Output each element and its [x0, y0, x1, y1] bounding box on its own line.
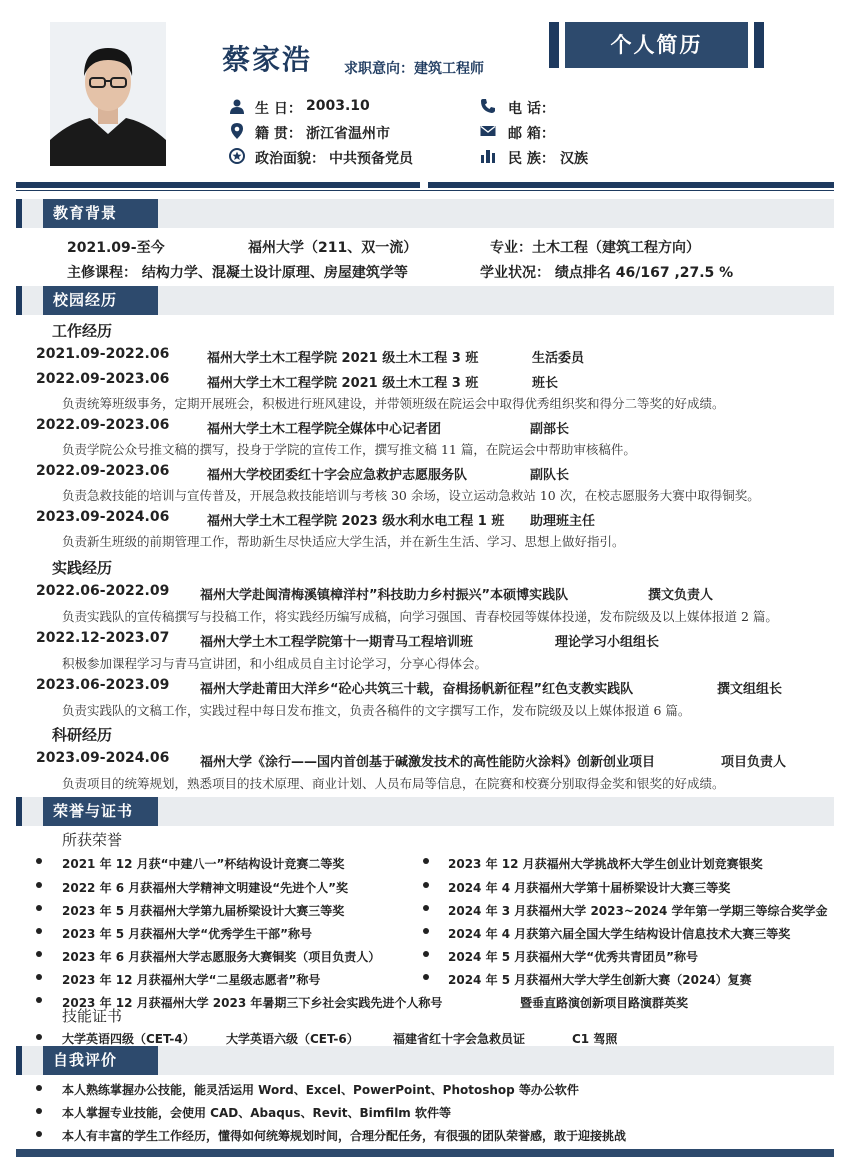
section-self — [16, 1046, 834, 1075]
skill-4: C1 驾照 — [572, 1032, 618, 1046]
work-1-role: 生活委员 — [532, 351, 585, 366]
self-eval-2: 本人掌握专业技能，会使用 CAD、Abaqus、Revit、Bimfilm 软件等 — [62, 1106, 451, 1120]
work-2-period: 2022.09-2023.06 — [36, 371, 170, 387]
job-intent: 求职意向：建筑工程师 — [344, 61, 484, 77]
hometown-value: 浙江省温州市 — [306, 126, 390, 142]
honor-left-5: 2023 年 6 月获福州大学志愿服务大赛铜奖（项目负责人） — [62, 950, 381, 964]
ethnicity-value: 汉族 — [560, 151, 588, 167]
phone-row — [480, 98, 680, 116]
practice-2-org: 福州大学土木工程学院第十一期青马工程培训班 — [200, 635, 474, 650]
research-1-org: 福州大学《涂行——国内首创基于碱激发技术的高性能防火涂料》创新创业项目 — [200, 755, 656, 770]
phone-icon — [480, 98, 496, 114]
practice-1-period: 2022.06-2022.09 — [36, 583, 170, 599]
footer-bar — [16, 1149, 834, 1157]
section-education-title: 教育背景 — [43, 199, 158, 228]
work-4-role: 副队长 — [530, 468, 570, 483]
self-eval-1: 本人熟练掌握办公技能，能灵活运用 Word、Excel、PowerPoint、Photoshop 等办公软件 — [62, 1083, 579, 1097]
birth-label: 生 日： — [255, 101, 302, 117]
honor-right-5: 2024 年 5 月获福州大学“优秀共青团员”称号 — [448, 950, 699, 964]
section-campus-title: 校园经历 — [43, 286, 158, 315]
honor-left-7: 2023 年 12 月获福州大学 2023 年暑期三下乡社会实践先进个人称号 — [62, 996, 443, 1010]
edu-status: 学业状况： 绩点排名 46/167 ,27.5 % — [480, 265, 734, 281]
email-label: 邮 箱： — [508, 126, 555, 142]
location-pin-icon — [229, 123, 245, 139]
section-honors — [16, 797, 834, 826]
badge-star-icon — [229, 148, 245, 164]
work-3-org: 福州大学土木工程学院全媒体中心记者团 — [207, 422, 442, 437]
resume-title: 个人简历 — [565, 22, 748, 68]
honor-left-2: 2022 年 6 月获福州大学精神文明建设“先进个人”奖 — [62, 881, 349, 895]
practice-3-desc: 负责实践队的文稿工作，实践过程中每日发布推文，负责各稿件的文字撰写工作，发布院级及以上媒体报道 6 篇。 — [62, 703, 691, 718]
building-icon — [480, 148, 496, 164]
work-4-desc: 负责急救技能的培训与宣传普及，开展急救技能培训与考核 30 余场，设立运动急救站 10 次，在校志愿服务大赛中取得铜奖。 — [62, 488, 760, 503]
header-divider-left — [16, 182, 420, 188]
resume-banner — [549, 22, 764, 68]
hometown-row — [229, 123, 469, 141]
skill-3: 福建省红十字会急救员证 — [393, 1032, 526, 1046]
honor-left-3: 2023 年 5 月获福州大学第九届桥梁设计大赛三等奖 — [62, 904, 345, 918]
phone-label: 电 话： — [508, 101, 555, 117]
political-label: 政治面貌： — [255, 151, 325, 167]
header-divider-right — [428, 182, 834, 188]
practice-3-org: 福州大学赴莆田大洋乡“砼心共筑三十载，奋楫扬帆新征程”红色支教实践队 — [200, 682, 634, 697]
practice-1-role: 撰文负责人 — [648, 588, 714, 603]
header-divider-thin — [16, 190, 834, 191]
honor-right-4: 2024 年 4 月获第六届全国大学生结构设计信息技术大赛三等奖 — [448, 927, 791, 941]
practice-1-org: 福州大学赴闽清梅溪镇樟洋村”科技助力乡村振兴”本硕博实践队 — [200, 588, 569, 603]
work-3-role: 副部长 — [530, 422, 570, 437]
honor-right-1: 2023 年 12 月获福州大学挑战杯大学生创业计划竞赛银奖 — [448, 857, 763, 871]
candidate-name: 蔡家浩 — [222, 43, 313, 76]
honor-right-6: 2024 年 5 月获福州大学大学生创新大赛（2024）复赛 — [448, 973, 752, 987]
person-icon — [229, 98, 245, 114]
hometown-label: 籍 贯： — [255, 126, 302, 142]
ethnicity-label: 民 族： — [508, 151, 555, 167]
edu-courses: 主修课程： 结构力学、混凝土设计原理、房屋建筑学等 — [67, 265, 408, 281]
practice-1-desc: 负责实践队的宣传稿撰写与投稿工作，将实践经历编写成稿，向学习强国、青春校园等媒体投递，发布院级及以上媒体报道 2 篇。 — [62, 609, 778, 624]
honor-left-4: 2023 年 5 月获福州大学“优秀学生干部”称号 — [62, 927, 313, 941]
honor-right-6-cont: 暨垂直路演创新项目路演群英奖 — [520, 996, 689, 1010]
edu-school: 福州大学（211、双一流） — [248, 240, 418, 256]
practice-2-period: 2022.12-2023.07 — [36, 630, 170, 646]
self-eval-3: 本人有丰富的学生工作经历，懂得如何统筹规划时间，合理分配任务，有很强的团队荣誉感，敢于迎接挑战 — [62, 1129, 627, 1143]
work-3-desc: 负责学院公众号推文稿的撰写，投身于学院的宣传工作，撰写推文稿 11 篇，在院运会中帮助审核稿件。 — [62, 442, 636, 457]
profile-photo — [50, 22, 166, 166]
honor-left-1: 2021 年 12 月获“中建八一”杯结构设计竞赛二等奖 — [62, 857, 345, 871]
skill-2: 大学英语六级（CET-6） — [226, 1032, 359, 1046]
work-3-period: 2022.09-2023.06 — [36, 417, 170, 433]
work-1-period: 2021.09-2022.06 — [36, 346, 170, 362]
practice-3-role: 撰文组组长 — [717, 682, 783, 697]
honor-left-6: 2023 年 12 月获福州大学“二星级志愿者”称号 — [62, 973, 321, 987]
edu-period: 2021.09-至今 — [67, 240, 165, 256]
honor-right-2: 2024 年 4 月获福州大学第十届桥梁设计大赛三等奖 — [448, 881, 731, 895]
envelope-icon — [480, 123, 496, 139]
practice-2-role: 理论学习小组组长 — [555, 635, 660, 650]
work-2-desc: 负责统筹班级事务，定期开展班会，积极进行班风建设，并带领班级在院运会中取得优秀组织奖和得分二等奖的好成绩。 — [62, 396, 725, 411]
research-subtitle: 科研经历 — [52, 726, 113, 744]
skill-1: 大学英语四级（CET-4） — [62, 1032, 195, 1046]
practice-2-desc: 积极参加课程学习与青马宣讲团，和小组成员自主讨论学习，分享心得体会。 — [62, 656, 488, 671]
practice-3-period: 2023.06-2023.09 — [36, 677, 170, 693]
political-row — [229, 148, 469, 166]
work-2-org: 福州大学土木工程学院 2021 级土木工程 3 班 — [207, 376, 479, 391]
birth-value: 2003.10 — [306, 98, 370, 114]
research-1-role: 项目负责人 — [721, 755, 787, 770]
honors-subtitle: 所获荣誉 — [62, 831, 123, 849]
work-4-org: 福州大学校团委红十字会应急救护志愿服务队 — [207, 468, 468, 483]
work-5-role: 助理班主任 — [530, 514, 596, 529]
research-1-period: 2023.09-2024.06 — [36, 750, 170, 766]
work-2-role: 班长 — [532, 376, 559, 391]
section-campus — [16, 286, 834, 315]
work-subtitle: 工作经历 — [52, 322, 113, 340]
section-education — [16, 199, 834, 228]
section-self-title: 自我评价 — [43, 1046, 158, 1075]
edu-major: 专业：土木工程（建筑工程方向） — [490, 240, 700, 256]
birth-row — [229, 98, 469, 116]
work-5-period: 2023.09-2024.06 — [36, 509, 170, 525]
research-1-desc: 负责项目的统筹规划，熟悉项目的技术原理、商业计划、人员布局等信息，在院赛和校赛分别取得金奖和银奖的好成绩。 — [62, 776, 725, 791]
work-5-desc: 负责新生班级的前期管理工作，帮助新生尽快适应大学生活，并在新生生活、学习、思想上做好指引。 — [62, 534, 625, 549]
political-value: 中共预备党员 — [329, 151, 413, 167]
ethnicity-row — [480, 148, 680, 166]
work-4-period: 2022.09-2023.06 — [36, 463, 170, 479]
email-row — [480, 123, 680, 141]
section-honors-title: 荣誉与证书 — [43, 797, 158, 826]
work-1-org: 福州大学土木工程学院 2021 级土木工程 3 班 — [207, 351, 479, 366]
skills-subtitle: 技能证书 — [62, 1007, 123, 1025]
practice-subtitle: 实践经历 — [52, 559, 113, 577]
work-5-org: 福州大学土木工程学院 2023 级水利水电工程 1 班 — [207, 514, 505, 529]
honor-right-3: 2024 年 3 月获福州大学 2023~2024 学年第一学期三等综合奖学金 — [448, 904, 828, 918]
